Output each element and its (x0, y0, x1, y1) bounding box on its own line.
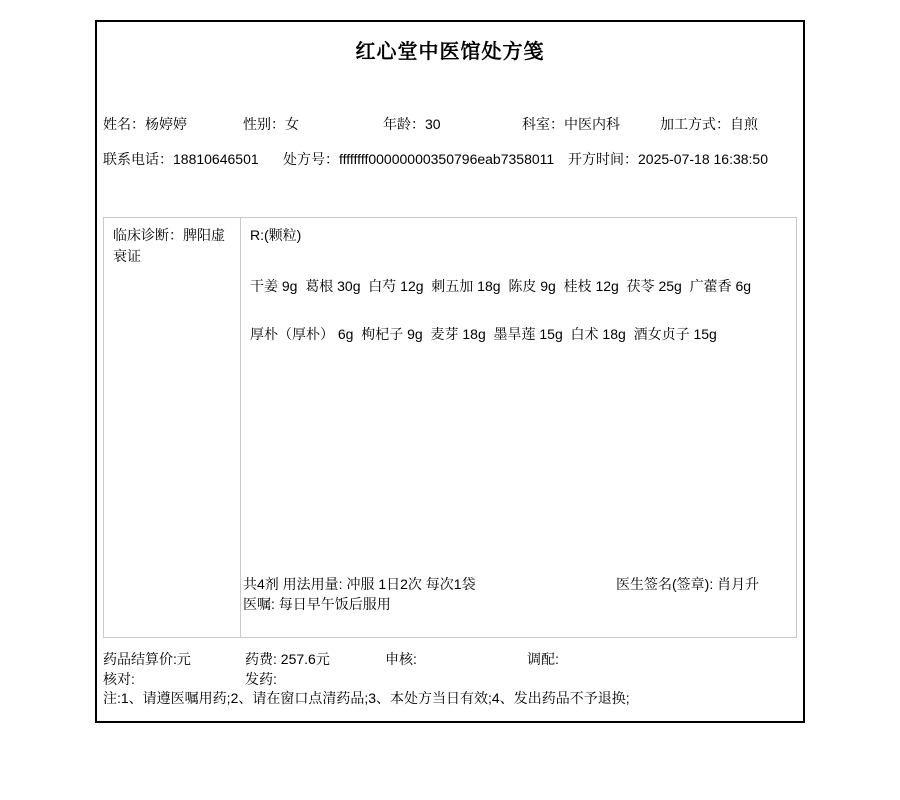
review-field: 申核: (385, 651, 417, 667)
patient-name-value: 杨婷婷 (145, 116, 187, 132)
settle-price-unit: 元 (176, 651, 191, 667)
settle-price-field (103, 650, 191, 669)
phone-label: 联系电话： (103, 151, 173, 167)
medical-advice-value: 每日早午饭后服用 (278, 596, 391, 612)
settle-price-label: 药品结算价: (103, 651, 177, 667)
patient-name-label: 姓名： (103, 116, 145, 132)
fee-field (245, 650, 330, 669)
clinical-diagnosis-cell (104, 218, 241, 637)
check-field: 核对: (103, 671, 135, 687)
processing-method-value: 自煎 (730, 116, 758, 132)
medical-advice-label: 医嘱: (243, 596, 279, 612)
patient-age-field (383, 115, 441, 134)
footer-note: 注:1、请遵医嘱用药;2、请在窗口点清药品;3、本处方当日有效;4、发出药品不予退换; (103, 690, 630, 706)
department-field (522, 115, 620, 134)
doctor-signature-value: 肖月升 (717, 576, 760, 592)
phone-value: 18810646501 (173, 151, 259, 167)
prescription-number-label: 处方号： (283, 151, 339, 167)
processing-method-label: 加工方式： (660, 116, 730, 132)
prescription-time-value: 2025-07-18 16:38:50 (638, 151, 768, 167)
department-label: 科室： (522, 116, 564, 132)
dispense-field: 调配: (527, 651, 559, 667)
diagnosis-value: 脾阳虚衰证 (113, 227, 225, 264)
delivery-field: 发药: (245, 671, 277, 687)
patient-age-value: 30 (425, 116, 441, 132)
medical-advice-field (243, 595, 391, 614)
diagnosis-label: 临床诊断： (113, 227, 183, 243)
rx-header: R:(颗粒) (250, 227, 302, 243)
patient-gender-field (243, 115, 299, 134)
patient-gender-label: 性别： (243, 116, 285, 132)
phone-field (103, 150, 259, 169)
prescription-number-value: ffffffff00000000350796eab7358011 (339, 151, 555, 167)
page-title: 红心堂中医馆处方笺 (355, 41, 545, 63)
medicine-line-1: 干姜 9g 葛根 30g 白芍 12g 刺五加 18g 陈皮 9g 桂枝 12g 茯苓 25g 广藿香 6g (250, 278, 752, 294)
patient-gender-value: 女 (285, 116, 299, 132)
dosage-usage-line: 共4剂 用法用量: 冲服 1日2次 每次1袋 (243, 576, 476, 592)
department-value: 中医内科 (564, 116, 620, 132)
processing-method-field (660, 115, 758, 134)
prescription-time-field (568, 150, 768, 169)
doctor-signature-label: 医生签名(签章): (616, 576, 718, 592)
patient-age-label: 年龄： (383, 116, 425, 132)
fee-value: 257.6元 (280, 651, 330, 667)
prescription-sheet (95, 20, 805, 723)
patient-name-field (103, 115, 187, 134)
prescription-time-label: 开方时间： (568, 151, 638, 167)
fee-label: 药费: (245, 651, 281, 667)
doctor-signature-field (616, 575, 759, 594)
prescription-box (103, 217, 797, 638)
prescription-number-field (283, 150, 554, 169)
medicine-line-2: 厚朴（厚朴） 6g 枸杞子 9g 麦芽 18g 墨旱莲 15g 白术 18g 酒女贞子 15g (250, 326, 717, 342)
